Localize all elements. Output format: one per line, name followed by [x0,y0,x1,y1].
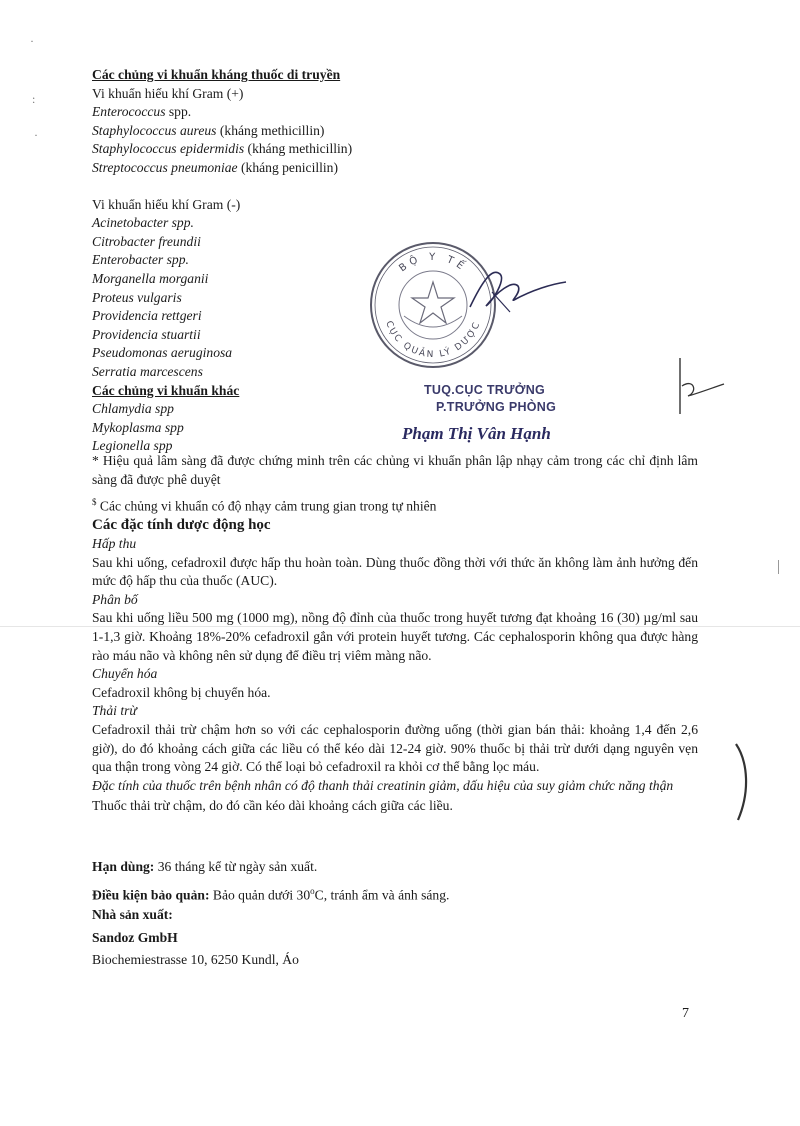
shelf-life [92,858,692,877]
signature-title-1: TUQ.CỤC TRƯỞNG [424,383,546,397]
signature-title-2: P.TRƯỞNG PHÒNG [436,400,557,414]
bracket-mark [728,742,754,822]
distribution-text: Sau khi uống liều 500 mg (1000 mg), nồng độ đỉnh của thuốc trong huyết tương đạt khoảng 16 (30) µg/ml sau 1-1,3 giờ. Khoảng 18%-20% cefadroxil gắn với protein huyết tương. Các cephalosporin không qua được hàng rào máu não và không nên sử dụng để điều trị viêm màng não. [92,610,698,663]
initials-mark [672,356,728,418]
storage-value-post: C, tránh ẩm và ánh sáng. [314,887,450,903]
footnote-dollar [92,493,692,516]
other-item: Chlamydia spp [92,401,174,417]
other-item: Legionella spp [92,438,173,454]
gram-neg-item: Providencia rettgeri [92,308,202,324]
signatory-name: Phạm Thị Vân Hạnh [402,424,551,443]
scan-fold-line [0,626,800,627]
shelf-label: Hạn dùng: [92,859,155,874]
other-item: Mykoplasma spp [92,419,184,435]
gram-pos-item [92,140,692,159]
metabolism-text: Cefadroxil không bị chuyển hóa. [92,684,271,700]
gram-pos-item [92,122,692,141]
gram-neg-label: Vi khuẩn hiếu khí Gram (-) [92,196,241,212]
gram-pos-item [92,159,692,178]
scan-speck: · [34,128,38,142]
pk-section [92,515,698,816]
shelf-value: 36 tháng kể từ ngày sản xuất. [157,859,318,874]
gram-neg-item: Enterobacter spp. [92,252,189,268]
elimination-title: Thải trừ [92,703,137,719]
species-note: (kháng methicillin) [244,141,353,157]
footnote-dollar-text: Các chủng vi khuẩn có độ nhạy cảm trung gian trong tự nhiên [99,498,437,514]
handwritten-signature [462,262,572,322]
metabolism-title: Chuyển hóa [92,666,158,682]
renal-text: Thuốc thải trừ chậm, do đó cần kéo dài khoảng cách giữa các liều. [92,798,453,814]
resistant-heading: Các chủng vi khuẩn kháng thuốc di truyền [92,67,341,82]
species-note: spp. [165,104,192,120]
species-name: Streptococcus pneumoniae [92,159,238,175]
storage-label: Điều kiện bảo quản: [92,887,210,903]
manufacturer-name: Sandoz GmbH [92,930,178,945]
species-name: Staphylococcus epidermidis [92,141,245,157]
storage-value-pre: Bảo quản dưới 30 [212,887,311,903]
footnote-dollar-mark: $ [92,497,97,507]
gram-neg-item: Proteus vulgaris [92,289,182,305]
scan-line [778,560,779,574]
pk-heading: Các đặc tính dược động học [92,517,271,533]
gram-neg-item: Serratia marcescens [92,363,203,379]
other-heading: Các chủng vi khuẩn khác [92,382,240,398]
gram-pos-label: Vi khuẩn hiếu khí Gram (+) [92,85,244,101]
storage-conditions [92,882,692,905]
species-name: Enterococcus [92,104,166,120]
gram-neg-item: Acinetobacter spp. [92,215,194,231]
gram-neg-item: Citrobacter freundii [92,233,201,249]
renal-title: Đặc tính của thuốc trên bệnh nhân có độ thanh thải creatinin giảm, dấu hiệu của suy giảm chức năng thận [92,777,674,793]
storage-degree: o [310,886,315,896]
footnote-star: * Hiệu quả lâm sàng đã được chứng minh trên các chủng vi khuẩn phân lập nhạy cảm trong các chỉ định lâm sàng đã được phê duyệt [92,453,698,487]
gram-pos-item [92,103,692,122]
scan-speck: : [32,92,36,106]
gram-pos-list [92,103,692,177]
gram-neg-item: Morganella morganii [92,270,209,286]
stamp-bottom-text: CỤC QUẢN LÝ DƯỢC [383,319,483,361]
page-number: 7 [682,1006,689,1021]
gram-neg-item: Pseudomonas aeruginosa [92,345,233,361]
svg-text:CỤC QUẢN LÝ DƯỢC [383,320,483,360]
species-note: (kháng methicillin) [216,122,325,138]
absorption-text: Sau khi uống, cefadroxil được hấp thu hoàn toàn. Dùng thuốc đồng thời với thức ăn không làm ảnh hưởng đến mức độ hấp thu của thuốc (AUC). [92,554,698,589]
scan-speck: · [30,34,34,48]
stamp-top-text: BỘ Y TẾ [397,251,469,275]
species-note: (kháng penicillin) [237,159,339,175]
manufacturer-address: Biochemiestrasse 10, 6250 Kundl, Áo [92,952,299,967]
gram-neg-item: Providencia stuartii [92,326,201,342]
elimination-text: Cefadroxil thải trừ chậm hơn so với các cephalosporin đường uống (thời gian bán thải: khoảng 1,4 đến 2,6 giờ), do đó khoảng cách giữa các liều có thể kéo dài 12-24 giờ. 90% thuốc bị thải trừ dưới dạng nguyên vẹn qua thận trong vòng 24 giờ. Có thể loại bỏ cefadroxil ra khỏi cơ thể bằng lọc máu. [92,721,698,775]
other-list [92,400,692,456]
distribution-title: Phân bố [92,591,138,607]
absorption-title: Hấp thu [92,536,137,551]
species-name: Staphylococcus aureus [92,122,217,138]
manufacturer-label: Nhà sản xuất: [92,907,173,922]
